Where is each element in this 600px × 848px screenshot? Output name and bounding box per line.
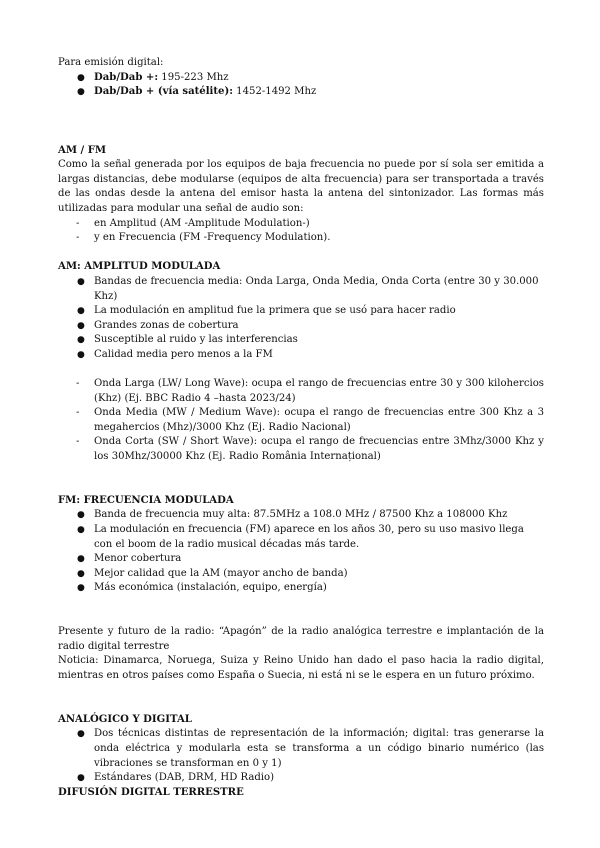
document-page bbox=[58, 56, 544, 800]
list-item bbox=[58, 333, 544, 348]
list-item bbox=[58, 348, 544, 363]
analog-bullet-list bbox=[58, 727, 544, 785]
dash-icon: - bbox=[76, 378, 80, 390]
list-item bbox=[58, 406, 544, 435]
news-paragraph: Noticia: Dinamarca, Noruega, Suiza y Reino Unido han dado el paso hacia la radio digital, mientras en otros países como España o Suecia, ni está ni se le espera en un futuro próximo. bbox=[58, 655, 544, 681]
bullet-icon: ● bbox=[77, 554, 85, 565]
list-item bbox=[58, 217, 544, 232]
bullet-icon: ● bbox=[77, 525, 85, 535]
bullet-icon: ● bbox=[77, 729, 85, 740]
dash-icon: - bbox=[76, 232, 80, 244]
item-text: Grandes zonas de cobertura bbox=[94, 319, 239, 331]
dtt-heading: DIFUSIÓN DIGITAL TERRESTRE bbox=[58, 786, 244, 798]
future-paragraph: Presente y futuro de la radio: “Apagón” de la radio analógica terrestre e implantación de la radio digital terrestre bbox=[58, 626, 544, 652]
item-text: Susceptible al ruido y las interferencias bbox=[94, 334, 298, 346]
list-item bbox=[58, 275, 544, 304]
bullet-icon: ● bbox=[77, 306, 85, 317]
bullet-icon: ● bbox=[77, 276, 85, 287]
list-item bbox=[58, 523, 544, 552]
bullet-icon: ● bbox=[77, 349, 85, 360]
dash-icon: - bbox=[76, 436, 80, 448]
am-dash-list bbox=[58, 377, 544, 465]
am-heading: AM: AMPLITUD MODULADA bbox=[58, 261, 221, 273]
list-item bbox=[58, 581, 544, 596]
digital-intro: Para emisión digital: bbox=[58, 57, 164, 68]
analog-heading: ANALÓGICO Y DIGITAL bbox=[58, 713, 192, 725]
bullet-icon: ● bbox=[77, 510, 85, 521]
item-text: 1452-1492 Mhz bbox=[232, 86, 317, 98]
list-item bbox=[58, 377, 544, 406]
dash-icon: - bbox=[76, 407, 80, 419]
item-text: Más económica (instalación, equipo, energía) bbox=[94, 582, 327, 594]
bullet-icon: ● bbox=[77, 773, 85, 784]
item-text: La modulación en amplitud fue la primera que se usó para hacer radio bbox=[94, 305, 456, 317]
item-bold: Dab/Dab +: bbox=[94, 71, 159, 83]
am-bullet-list bbox=[58, 275, 544, 363]
list-item bbox=[58, 508, 544, 523]
amfm-paragraph: Como la señal generada por los equipos de baja frecuencia no puede por sí sola ser emitida a largas distancias, debe modularse (equipos de alta frecuencia) para ser transportada a través de las ondas desde la antena del emisor hasta la antena del sintonizador. Las formas más utilizadas para modular una señal de audio son: bbox=[58, 159, 544, 214]
item-text: Onda Corta (SW / Short Wave): ocupa el rango de frecuencias entre 3Mhz/3000 Khz y los 30Mhz/30000 Khz (Ej. Radio România Internațional) bbox=[94, 436, 544, 463]
item-text: Dos técnicas distintas de representación de la información; digital: tras generarse la onda eléctrica y modularla esta se transforma a un código binario numérico (las vibraciones se transforman en 0 y 1) bbox=[94, 728, 544, 769]
amfm-dash-list bbox=[58, 217, 544, 246]
bullet-icon: ● bbox=[77, 583, 85, 594]
item-bold: Dab/Dab + (vía satélite): bbox=[94, 86, 233, 98]
item-text: Estándares (DAB, DRM, HD Radio) bbox=[94, 772, 275, 784]
list-item bbox=[58, 231, 544, 246]
bullet-icon: ● bbox=[77, 568, 85, 579]
list-item bbox=[58, 552, 544, 567]
item-text: en Amplitud (AM -Amplitude Modulation-) bbox=[94, 217, 310, 229]
bullet-icon: ● bbox=[77, 87, 85, 98]
list-item bbox=[58, 727, 544, 771]
item-text: 195-223 Mhz bbox=[158, 71, 229, 83]
list-item bbox=[58, 304, 544, 319]
item-text: Bandas de frecuencia media: Onda Larga, Onda Media, Onda Corta (entre 30 y 30.000 Khz) bbox=[94, 275, 539, 302]
amfm-heading: AM / FM bbox=[58, 144, 107, 156]
fm-bullet-list bbox=[58, 508, 544, 596]
item-text: La modulación en frecuencia (FM) aparece en los años 30, pero su uso masivo llega con el boom de la radio musical décadas más tarde. bbox=[94, 524, 524, 550]
item-text: Onda Larga (LW/ Long Wave): ocupa el rango de frecuencias entre 30 y 300 kilohercios (Khz) (Ej. BBC Radio 4 –hasta 2023/24) bbox=[94, 378, 544, 404]
item-text: Onda Media (MW / Medium Wave): ocupa el rango de frecuencias entre 300 Khz a 3 megahercios (Mhz)/3000 Khz (Ej. Radio Nacional) bbox=[94, 407, 544, 433]
list-item bbox=[58, 567, 544, 582]
item-text: Calidad media pero menos a la FM bbox=[94, 348, 273, 360]
list-item bbox=[58, 85, 544, 100]
item-text: Menor cobertura bbox=[94, 553, 182, 565]
fm-heading: FM: FRECUENCIA MODULADA bbox=[58, 494, 234, 506]
bullet-icon: ● bbox=[77, 320, 85, 331]
dash-icon: - bbox=[76, 217, 80, 229]
list-item bbox=[58, 435, 544, 464]
item-text: Mejor calidad que la AM (mayor ancho de banda) bbox=[94, 567, 348, 579]
item-text: y en Frecuencia (FM -Frequency Modulation). bbox=[94, 232, 331, 244]
bullet-icon: ● bbox=[77, 72, 85, 83]
bullet-icon: ● bbox=[77, 335, 85, 346]
item-text: Banda de frecuencia muy alta: 87.5MHz a 108.0 MHz / 87500 Khz a 108000 Khz bbox=[94, 509, 508, 521]
list-item bbox=[58, 771, 544, 786]
list-item bbox=[58, 319, 544, 334]
digital-list bbox=[58, 71, 544, 100]
list-item bbox=[58, 71, 544, 86]
